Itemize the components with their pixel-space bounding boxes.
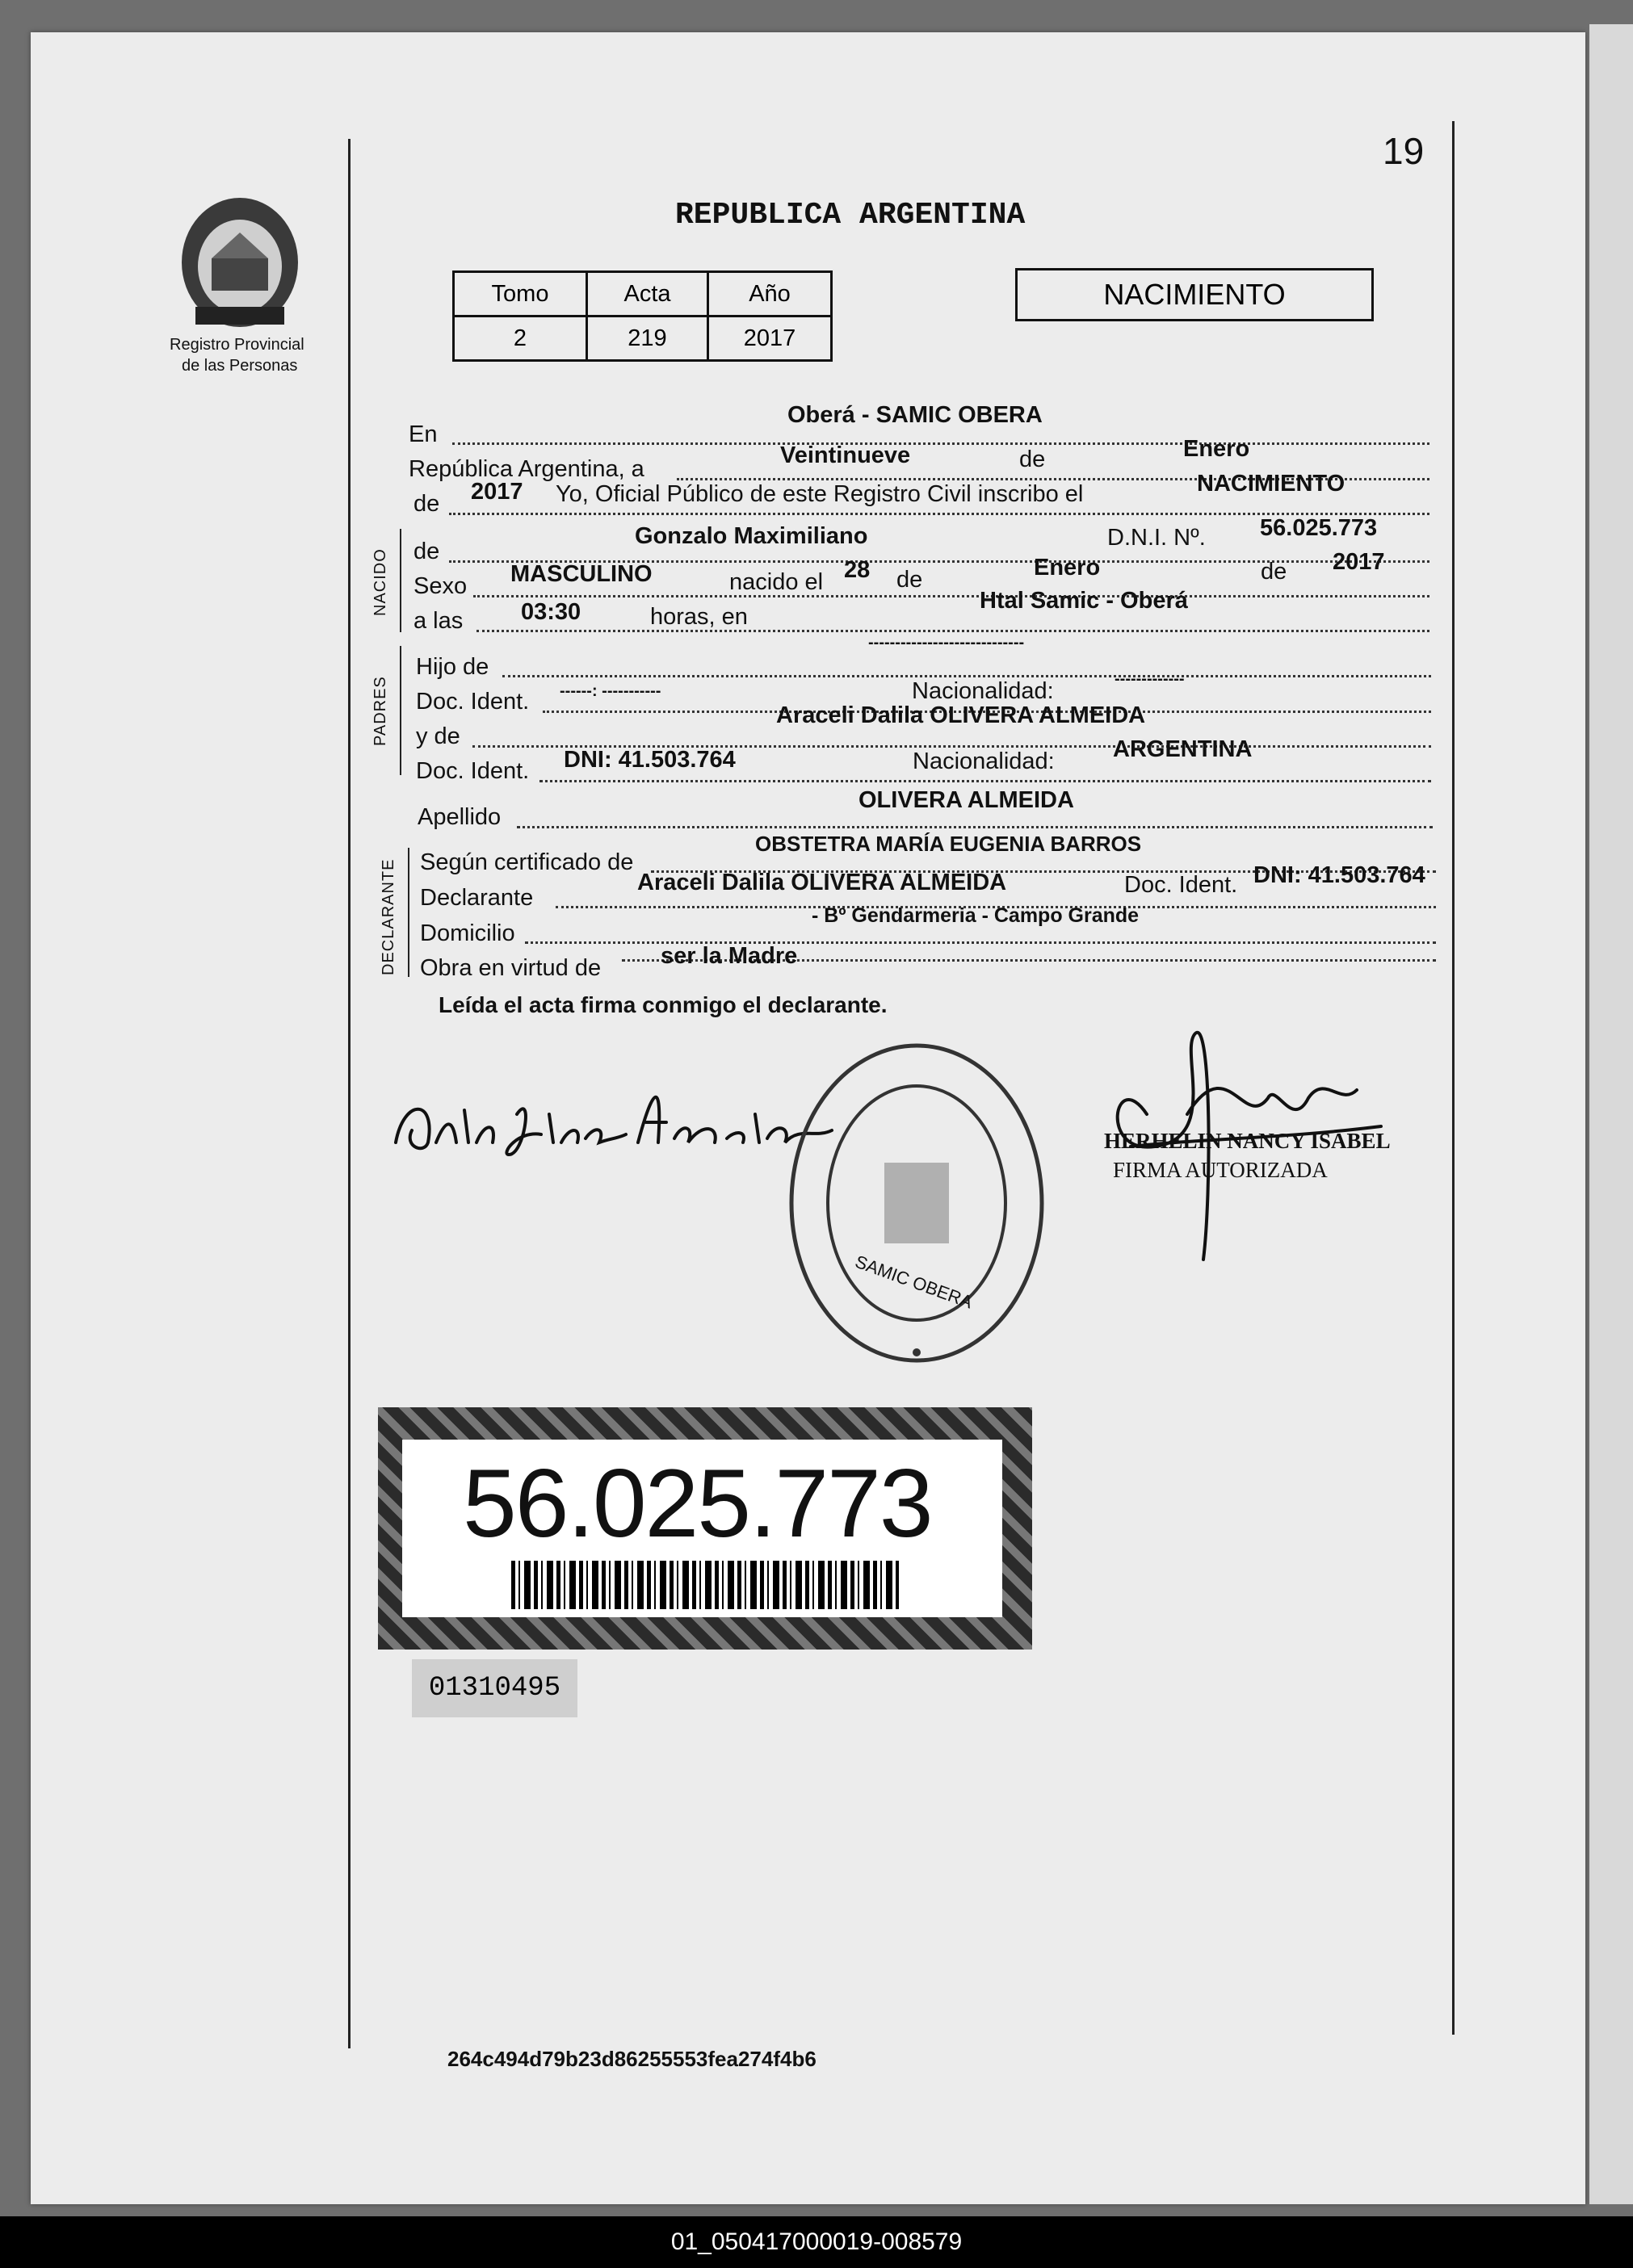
father-name-value: -----------------------------: [868, 634, 1025, 652]
dni-label: D.N.I. Nº.: [1107, 525, 1206, 551]
de2-label: de: [413, 491, 440, 517]
inscribo-value: NACIMIENTO: [1197, 471, 1345, 497]
mother-doc-value: DNI: 41.503.764: [564, 747, 736, 773]
table-cell-ano: 2017: [708, 317, 832, 361]
birth-place-value: Htal Samic - Oberá: [980, 588, 1188, 614]
page-title: REPUBLICA ARGENTINA: [675, 198, 1026, 233]
republica-label: República Argentina, a: [409, 456, 644, 482]
mother-doc-label: Doc. Ident.: [416, 758, 530, 784]
child-dni-value: 56.025.773: [1260, 515, 1378, 541]
logo-caption-line1: Registro Provincial: [170, 336, 304, 354]
domicilio-label: Domicilio: [420, 920, 515, 946]
hijo-de-label: Hijo de: [416, 654, 489, 680]
barcode-number: 56.025.773: [463, 1449, 932, 1557]
domicilio-value: - Bº Gendarmeria - Campo Grande: [812, 904, 1140, 927]
year-value: 2017: [471, 479, 523, 505]
obra-value: ser la Madre: [661, 943, 798, 969]
dotted-line: [517, 826, 1433, 828]
nacido-el-label: nacido el: [729, 569, 824, 595]
nacido-de-label: de: [413, 539, 440, 564]
file-id-bar: 01_050417000019-008579: [0, 2216, 1633, 2268]
father-nac-label: Nacionalidad:: [912, 678, 1054, 704]
father-doc-value: ------: -----------: [560, 682, 661, 700]
page-number: 19: [1383, 130, 1425, 172]
section-divider: [400, 529, 401, 632]
dotted-line: [539, 780, 1431, 782]
nacido-de-label-2: de: [896, 567, 923, 593]
table-header-acta: Acta: [587, 272, 708, 317]
nacido-side-label: NACIDO: [372, 548, 389, 616]
table-header-tomo: Tomo: [454, 272, 587, 317]
nacido-de-label-3: de: [1261, 559, 1287, 585]
day-words-value: Veintinueve: [780, 442, 911, 468]
certificado-label: Según certificado de: [420, 849, 634, 875]
right-margin-line: [1452, 121, 1455, 2035]
month-value: Enero: [1183, 436, 1250, 462]
sexo-value: MASCULINO: [510, 561, 653, 587]
official-name: HERHELIN NANCY ISABEL: [1104, 1129, 1391, 1153]
misiones-coat-of-arms-logo: [171, 194, 309, 335]
declarante-doc-value: DNI: 41.503.764: [1253, 862, 1425, 888]
yo-label: Yo, Oficial Público de este Registro Civil inscribo el: [556, 481, 1084, 507]
left-margin-line: [348, 139, 351, 2048]
section-divider: [400, 646, 401, 775]
barcode-label: [378, 1407, 1032, 1650]
declarante-name-value: Araceli Dalila OLIVERA ALMEIDA: [637, 870, 1007, 895]
mother-nac-label: Nacionalidad:: [913, 748, 1055, 774]
apellido-value: OLIVERA ALMEIDA: [858, 787, 1074, 813]
barcode-label-panel: [402, 1440, 1002, 1617]
en-label: En: [409, 421, 438, 447]
declarante-label: Declarante: [420, 885, 534, 911]
declarante-doc-label: Doc. Ident.: [1124, 872, 1238, 898]
y-de-label: y de: [416, 723, 460, 749]
seal-inner-text: SAMIC OBERA: [852, 1251, 976, 1313]
document-type-box: NACIMIENTO: [1015, 268, 1374, 321]
place-value: Oberá - SAMIC OBERA: [787, 402, 1043, 428]
apellido-label: Apellido: [418, 804, 502, 830]
barcode-bars: [511, 1561, 899, 1609]
obra-label: Obra en virtud de: [420, 955, 602, 981]
official-title: FIRMA AUTORIZADA: [1113, 1158, 1328, 1182]
dotted-line: [476, 630, 1429, 632]
padres-side-label: PADRES: [372, 676, 389, 746]
table-cell-acta: 219: [587, 317, 708, 361]
birth-month-value: Enero: [1034, 555, 1101, 581]
horas-label: horas, en: [650, 604, 748, 630]
serial-stamp: 01310495: [412, 1659, 577, 1717]
table-header-ano: Año: [708, 272, 832, 317]
dotted-line: [452, 442, 1429, 445]
table-cell-tomo: 2: [454, 317, 587, 361]
mother-name-value: Araceli Dalila OLIVERA ALMEIDA: [776, 702, 1146, 728]
logo-caption-line2: de las Personas: [182, 357, 298, 375]
dotted-line: [502, 675, 1431, 677]
adjacent-page-edge: [1589, 24, 1633, 2204]
certificado-value: OBSTETRA MARÍA EUGENIA BARROS: [755, 832, 1142, 856]
mother-nac-value: ARGENTINA: [1113, 736, 1253, 762]
section-divider: [408, 848, 409, 977]
birth-time-value: 03:30: [521, 599, 581, 625]
father-doc-label: Doc. Ident.: [416, 689, 530, 715]
a-las-label: a las: [413, 608, 464, 634]
dotted-line: [473, 595, 1429, 597]
de-label: de: [1019, 446, 1046, 472]
declarante-side-label: DECLARANTE: [380, 858, 397, 975]
child-name-value: Gonzalo Maximiliano: [635, 523, 868, 549]
leida-statement: Leída el acta firma conmigo el declarante.: [439, 992, 888, 1017]
birth-day-value: 28: [844, 557, 871, 583]
document-hash: 264c494d79b23d86255553fea274f4b6: [447, 2047, 816, 2071]
birth-year-value: 2017: [1333, 549, 1385, 575]
sexo-label: Sexo: [413, 573, 468, 599]
registry-seal-stamp: [783, 1038, 1050, 1369]
father-nac-value: -------------: [1115, 670, 1185, 688]
record-table: [452, 270, 833, 362]
